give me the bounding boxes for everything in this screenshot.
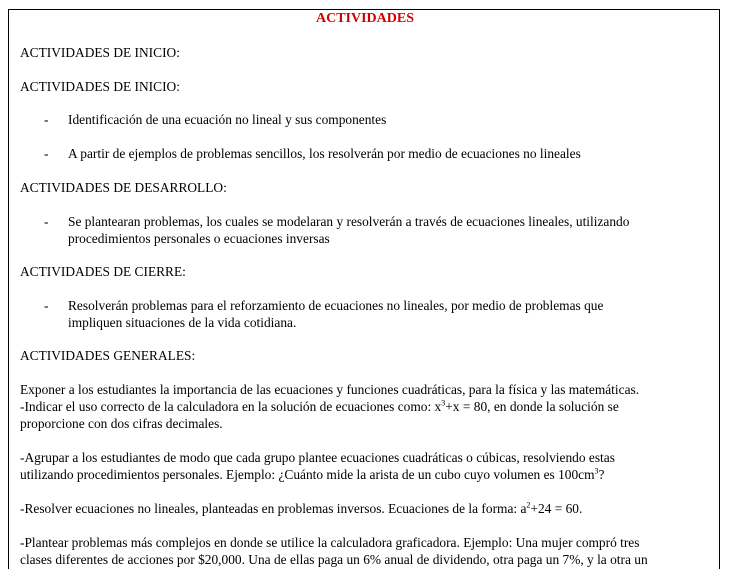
superscript: 3 (441, 398, 446, 408)
paragraph: Exponer a los estudiantes la importancia de las ecuaciones y funciones cuadráticas, para la física y las matemáticas. (20, 382, 640, 397)
bullet-dash: - (44, 214, 49, 229)
superscript: 3 (594, 466, 599, 476)
heading-inicio-repeat: ACTIVIDADES DE INICIO: (20, 79, 180, 94)
paragraph: clases diferentes de acciones por $20,000. Una de ellas paga un 6% anual de dividendo, otra paga un 7%, y la otra un (20, 552, 648, 567)
list-item: Identificación de una ecuación no lineal y sus componentes (68, 112, 387, 127)
bullet-dash: - (44, 146, 49, 161)
list-item: Resolverán problemas para el reforzamiento de ecuaciones no lineales, por medio de problemas que (68, 298, 604, 313)
heading-desarrollo: ACTIVIDADES DE DESARROLLO: (20, 180, 227, 195)
paragraph: proporcione con dos cifras decimales. (20, 416, 223, 431)
bullet-dash: - (44, 112, 49, 127)
paragraph-text: -Indicar el uso correcto de la calculadora en la solución de ecuaciones como: x (20, 399, 442, 414)
paragraph (20, 501, 582, 517)
heading-cierre: ACTIVIDADES DE CIERRE: (20, 264, 186, 279)
paragraph-text: utilizando procedimientos personales. Ejemplo: ¿Cuánto mide la arista de un cubo cuyo volumen es 100cm (20, 467, 595, 482)
paragraph-text: -Resolver ecuaciones no lineales, planteadas en problemas inversos. Ecuaciones de la forma: a (20, 501, 527, 516)
list-item: A partir de ejemplos de problemas sencillos, los resolverán por medio de ecuaciones no lineales (68, 146, 581, 161)
activities-table (8, 9, 720, 569)
list-item-continuation: impliquen situaciones de la vida cotidiana. (68, 315, 297, 330)
heading-inicio: ACTIVIDADES DE INICIO: (20, 45, 180, 60)
paragraph-text: ? (598, 467, 605, 482)
superscript: 2 (526, 500, 531, 510)
list-item-continuation: procedimientos personales o ecuaciones inversas (68, 231, 330, 246)
bullet-dash: - (44, 298, 49, 313)
paragraph-text: +x = 80, en donde la solución se (445, 399, 619, 414)
list-item: Se plantearan problemas, los cuales se modelaran y resolverán a través de ecuaciones lineales, utilizando (68, 214, 630, 229)
heading-generales: ACTIVIDADES GENERALES: (20, 348, 196, 363)
paragraph-text: +24 = 60. (530, 501, 583, 516)
paragraph (20, 399, 619, 415)
page-title: ACTIVIDADES (315, 11, 415, 26)
paragraph: -Agrupar a los estudiantes de modo que cada grupo plantee ecuaciones cuadráticas o cúbicas, resolviendo estas (20, 450, 615, 465)
paragraph: -Plantear problemas más complejos en donde se utilice la calculadora graficadora. Ejemplo: Una mujer compró tres (20, 535, 640, 550)
paragraph (20, 467, 605, 483)
